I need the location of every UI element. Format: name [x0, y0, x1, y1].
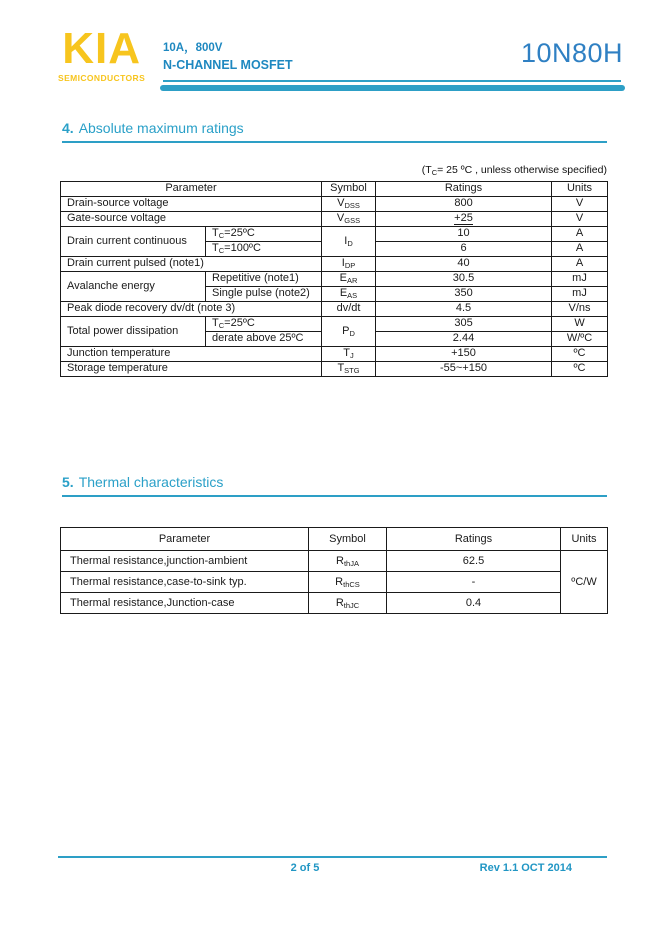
subscript: C: [431, 168, 438, 177]
subscript: DSS: [344, 201, 360, 211]
rating-cell: -: [387, 572, 561, 593]
col-header-parameter: Parameter: [61, 528, 309, 551]
rating-cell: 62.5: [387, 551, 561, 572]
rating-cell: 350: [376, 287, 552, 302]
unit-cell: A: [552, 227, 608, 242]
param-cell: Drain current continuous: [61, 227, 206, 257]
unit-cell: W: [552, 317, 608, 332]
rating-cell: 30.5: [376, 272, 552, 287]
revision-label: Rev 1.1 OCT 2014: [479, 862, 572, 874]
symbol-cell: $T_J$: [322, 347, 376, 362]
symbol-cell: $R_{thCS}$: [309, 572, 387, 593]
table-row: [61, 572, 608, 593]
param-cell: Junction temperature: [61, 347, 322, 362]
condition-cell: $T_C=25ºC$: [206, 317, 322, 332]
table-row: [61, 197, 608, 212]
param-cell: Avalanche energy: [61, 272, 206, 302]
condition-cell: Single pulse (note2): [206, 287, 322, 302]
unit-cell: V: [552, 212, 608, 227]
subscript: DP: [344, 261, 356, 271]
symbol-cell: $T_{STG}$: [322, 362, 376, 377]
condition-cell: $T_C=25ºC$: [206, 227, 322, 242]
subscript: C: [218, 246, 225, 256]
unit-cell: ºC: [552, 347, 608, 362]
col-header-ratings: Ratings: [376, 182, 552, 197]
unit-cell: W/ºC: [552, 332, 608, 347]
condition-cell: $T_C=100ºC$: [206, 242, 322, 257]
param-cell: Storage temperature: [61, 362, 322, 377]
brand-logo: [58, 26, 145, 83]
subscript: thJA: [343, 558, 359, 568]
table-row: [61, 257, 608, 272]
col-header-units: Units: [561, 528, 608, 551]
unit-cell: V: [552, 197, 608, 212]
section-5-number: 5.: [62, 474, 74, 490]
subscript: STG: [344, 366, 360, 376]
symbol-cell: $R_{thJA}$: [309, 551, 387, 572]
test-condition-note: ($T_C= 25$ ºC , unless otherwise specified): [421, 164, 607, 177]
symbol-cell: $P_D$: [322, 317, 376, 347]
subscript: thJC: [343, 600, 360, 610]
unit-cell: mJ: [552, 287, 608, 302]
param-cell: Thermal resistance,case-to-sink typ.: [61, 572, 309, 593]
logo-subtext: SEMICONDUCTORS: [58, 73, 146, 84]
footer-rule: [58, 856, 607, 858]
subscript: AS: [347, 291, 358, 301]
table-row: [61, 227, 608, 242]
table-row: [61, 551, 608, 572]
unit-cell: V/ns: [552, 302, 608, 317]
unit-cell: ºC: [552, 362, 608, 377]
part-number: 10N80H: [520, 38, 623, 68]
param-cell: Gate-source voltage: [61, 212, 322, 227]
section-5-title: Thermal characteristics: [78, 474, 224, 490]
page-number: 2 of 5: [290, 862, 320, 874]
param-cell: Thermal resistance,junction-ambient: [61, 551, 309, 572]
rating-cell: 305: [376, 317, 552, 332]
subscript: GSS: [344, 216, 361, 226]
symbol-cell: $V_{GSS}$: [322, 212, 376, 227]
rating-cell: 800: [376, 197, 552, 212]
plus-minus-value: +25: [454, 212, 473, 224]
subscript: J: [350, 351, 354, 361]
header-rule-thin: [163, 80, 621, 82]
param-cell: Drain-source voltage: [61, 197, 322, 212]
rating-cell: 0.4: [387, 593, 561, 614]
section-4-number: 4.: [62, 120, 74, 136]
header-rule-thick: [160, 85, 625, 91]
section-5-heading: [62, 474, 607, 497]
table-row: [61, 362, 608, 377]
section-4-heading: [62, 120, 607, 143]
symbol-cell: $R_{thJC}$: [309, 593, 387, 614]
symbol-cell: $I_D$: [322, 227, 376, 257]
subscript: AR: [346, 276, 358, 286]
col-header-ratings: Ratings: [387, 528, 561, 551]
table-row: [61, 317, 608, 332]
param-cell: Total power dissipation: [61, 317, 206, 347]
subscript: C: [218, 321, 225, 331]
subscript: C: [218, 231, 225, 241]
product-type: N-CHANNEL MOSFET: [163, 58, 293, 72]
rating-cell: 2.44: [376, 332, 552, 347]
table-header-row: [61, 182, 608, 197]
table-row: [61, 272, 608, 287]
rating-cell: 10: [376, 227, 552, 242]
thermal-characteristics-table: [60, 527, 608, 614]
unit-cell: mJ: [552, 272, 608, 287]
symbol-cell: $V_{DSS}$: [322, 197, 376, 212]
condition-cell: Repetitive (note1): [206, 272, 322, 287]
symbol-cell: $I_{DP}$: [322, 257, 376, 272]
col-header-symbol: Symbol: [309, 528, 387, 551]
col-header-units: Units: [552, 182, 608, 197]
symbol-cell: $E_{AS}$: [322, 287, 376, 302]
param-cell: Thermal resistance,Junction-case: [61, 593, 309, 614]
param-cell: Peak diode recovery dv/dt (note 3): [61, 302, 322, 317]
condition-cell: derate above 25ºC: [206, 332, 322, 347]
table-header-row: [61, 528, 608, 551]
rating-cell: -55~+150: [376, 362, 552, 377]
section-4-title: Absolute maximum ratings: [78, 120, 244, 136]
unit-cell: A: [552, 257, 608, 272]
symbol-cell: dv/dt: [322, 302, 376, 317]
col-header-symbol: Symbol: [322, 182, 376, 197]
col-header-parameter: Parameter: [61, 182, 322, 197]
symbol-cell: $E_{AR}$: [322, 272, 376, 287]
logo-text: KIA: [62, 24, 141, 73]
subscript: thCS: [343, 579, 360, 589]
product-summary: [163, 39, 293, 72]
table-row: [61, 347, 608, 362]
table-row: [61, 593, 608, 614]
rating-cell: [376, 212, 552, 227]
unit-cell: A: [552, 242, 608, 257]
rating-cell: 4.5: [376, 302, 552, 317]
rating-cell: 40: [376, 257, 552, 272]
subscript: D: [349, 328, 355, 338]
subscript: D: [347, 238, 353, 248]
param-cell: Drain current pulsed (note1): [61, 257, 322, 272]
table-row: [61, 302, 608, 317]
rating-cell: +150: [376, 347, 552, 362]
rating-cell: 6: [376, 242, 552, 257]
table-row: [61, 212, 608, 227]
shared-unit-cell: ºC/W: [561, 551, 608, 614]
product-rating: 10A，800V: [163, 42, 223, 54]
absolute-maximum-ratings-table: [60, 181, 608, 377]
